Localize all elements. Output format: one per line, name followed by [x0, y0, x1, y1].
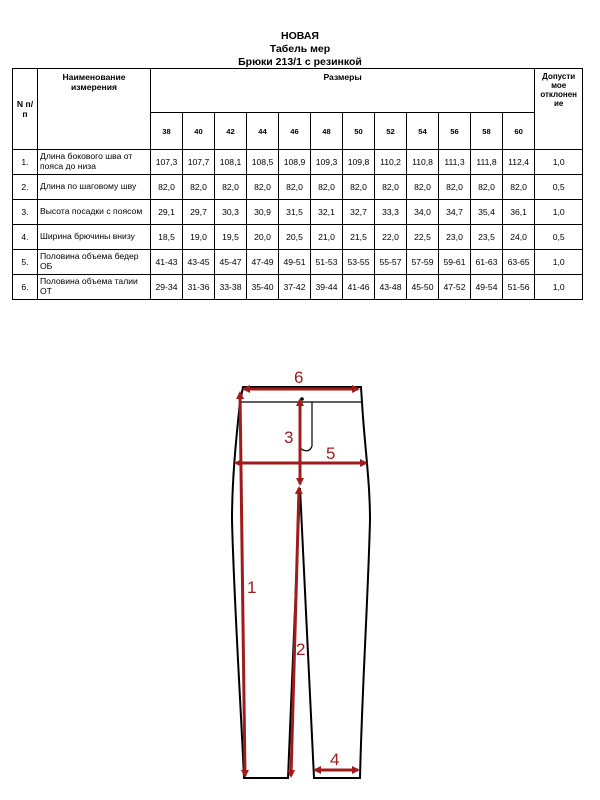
size-value-cell: 20,5	[279, 225, 311, 250]
hip-label: 5	[326, 444, 336, 463]
size-value-cell: 57-59	[407, 250, 439, 275]
size-value-cell: 21,0	[311, 225, 343, 250]
size-value-cell: 36,1	[503, 200, 535, 225]
size-value-cell: 112,4	[503, 150, 535, 175]
size-value-cell: 109,8	[343, 150, 375, 175]
rise-label: 3	[284, 428, 294, 447]
size-value-cell: 22,0	[375, 225, 407, 250]
size-value-cell: 19,5	[215, 225, 247, 250]
product-title: Брюки 213/1 с резинкой	[238, 56, 362, 68]
size-value-cell: 20,0	[247, 225, 279, 250]
size-value-cell: 51-53	[311, 250, 343, 275]
measurement-name-cell: Половина объема талии ОТ	[38, 275, 151, 300]
size-value-cell: 51-56	[503, 275, 535, 300]
size-value-cell: 82,0	[247, 175, 279, 200]
inseam-label: 2	[296, 640, 306, 659]
tolerance-cell: 0,5	[535, 225, 583, 250]
col-sizes-header: Размеры	[151, 69, 535, 113]
size-header-cell: 54	[407, 113, 439, 150]
size-value-cell: 49-51	[279, 250, 311, 275]
size-value-cell: 39-44	[311, 275, 343, 300]
hem-label: 4	[330, 750, 340, 769]
row-number-cell: 4.	[13, 225, 38, 250]
size-value-cell: 110,2	[375, 150, 407, 175]
size-value-cell: 29,7	[183, 200, 215, 225]
col-tolerance-header: Допусти мое отклонен ие	[535, 69, 583, 150]
size-value-cell: 37-42	[279, 275, 311, 300]
size-header-cell: 44	[247, 113, 279, 150]
size-value-cell: 41-43	[151, 250, 183, 275]
size-value-cell: 32,7	[343, 200, 375, 225]
row-number-cell: 3.	[13, 200, 38, 225]
row-number-cell: 2.	[13, 175, 38, 200]
size-header-cell: 40	[183, 113, 215, 150]
doc-title: Табель мер	[269, 43, 331, 55]
row-number-cell: 1.	[13, 150, 38, 175]
size-header-cell: 42	[215, 113, 247, 150]
size-value-cell: 82,0	[471, 175, 503, 200]
size-value-cell: 55-57	[375, 250, 407, 275]
measurement-name-cell: Половина объема бедер ОБ	[38, 250, 151, 275]
size-value-cell: 24,0	[503, 225, 535, 250]
size-value-cell: 53-55	[343, 250, 375, 275]
size-value-cell: 43-45	[183, 250, 215, 275]
size-value-cell: 34,0	[407, 200, 439, 225]
size-value-cell: 19,0	[183, 225, 215, 250]
measurement-name-cell: Длина бокового шва от пояса до низа	[38, 150, 151, 175]
size-value-cell: 30,3	[215, 200, 247, 225]
size-header-cell: 56	[439, 113, 471, 150]
tolerance-cell: 0,5	[535, 175, 583, 200]
size-value-cell: 34,7	[439, 200, 471, 225]
size-value-cell: 29,1	[151, 200, 183, 225]
inseam-measure-line	[291, 488, 299, 776]
size-value-cell: 82,0	[311, 175, 343, 200]
size-header-cell: 50	[343, 113, 375, 150]
size-value-cell: 43-48	[375, 275, 407, 300]
size-header-cell: 58	[471, 113, 503, 150]
side-seam-label: 1	[247, 578, 257, 597]
size-value-cell: 82,0	[279, 175, 311, 200]
tolerance-cell: 1,0	[535, 150, 583, 175]
size-value-cell: 82,0	[375, 175, 407, 200]
row-number-cell: 5.	[13, 250, 38, 275]
col-name-header: Наименование измерения	[38, 69, 151, 150]
row-number-cell: 6.	[13, 275, 38, 300]
size-value-cell: 31-36	[183, 275, 215, 300]
size-value-cell: 63-65	[503, 250, 535, 275]
size-value-cell: 107,3	[151, 150, 183, 175]
size-value-cell: 21,5	[343, 225, 375, 250]
size-value-cell: 22,5	[407, 225, 439, 250]
size-value-cell: 35-40	[247, 275, 279, 300]
col-number-header: N п/п	[13, 69, 38, 150]
size-value-cell: 59-61	[439, 250, 471, 275]
tolerance-cell: 1,0	[535, 200, 583, 225]
size-value-cell: 111,3	[439, 150, 471, 175]
size-value-cell: 108,5	[247, 150, 279, 175]
size-value-cell: 82,0	[183, 175, 215, 200]
size-value-cell: 45-50	[407, 275, 439, 300]
size-header-cell: 48	[311, 113, 343, 150]
size-value-cell: 82,0	[343, 175, 375, 200]
size-value-cell: 108,1	[215, 150, 247, 175]
size-value-cell: 107,7	[183, 150, 215, 175]
size-value-cell: 82,0	[439, 175, 471, 200]
size-header-cell: 52	[375, 113, 407, 150]
size-value-cell: 45-47	[215, 250, 247, 275]
measurement-name-cell: Ширина брючины внизу	[38, 225, 151, 250]
size-header-cell: 60	[503, 113, 535, 150]
size-value-cell: 47-49	[247, 250, 279, 275]
size-value-cell: 61-63	[471, 250, 503, 275]
measurement-name-cell: Высота посадки с поясом	[38, 200, 151, 225]
size-value-cell: 32,1	[311, 200, 343, 225]
size-value-cell: 82,0	[151, 175, 183, 200]
size-header-cell: 46	[279, 113, 311, 150]
size-value-cell: 41-46	[343, 275, 375, 300]
size-value-cell: 18,5	[151, 225, 183, 250]
size-value-cell: 49-54	[471, 275, 503, 300]
size-value-cell: 23,5	[471, 225, 503, 250]
size-value-cell: 47-52	[439, 275, 471, 300]
tolerance-cell: 1,0	[535, 275, 583, 300]
size-value-cell: 31,5	[279, 200, 311, 225]
size-value-cell: 82,0	[215, 175, 247, 200]
size-value-cell: 23,0	[439, 225, 471, 250]
size-value-cell: 30,9	[247, 200, 279, 225]
size-value-cell: 110,8	[407, 150, 439, 175]
measurement-name-cell: Длина по шаговому шву	[38, 175, 151, 200]
brand-title: НОВАЯ	[281, 30, 319, 42]
size-value-cell: 35,4	[471, 200, 503, 225]
size-value-cell: 33,3	[375, 200, 407, 225]
size-value-cell: 29-34	[151, 275, 183, 300]
tolerance-cell: 1,0	[535, 250, 583, 275]
waist-label: 6	[294, 368, 304, 387]
size-value-cell: 109,3	[311, 150, 343, 175]
size-value-cell: 111,8	[471, 150, 503, 175]
size-value-cell: 82,0	[407, 175, 439, 200]
size-header-cell: 38	[151, 113, 183, 150]
size-value-cell: 82,0	[503, 175, 535, 200]
size-value-cell: 108,9	[279, 150, 311, 175]
size-value-cell: 33-38	[215, 275, 247, 300]
